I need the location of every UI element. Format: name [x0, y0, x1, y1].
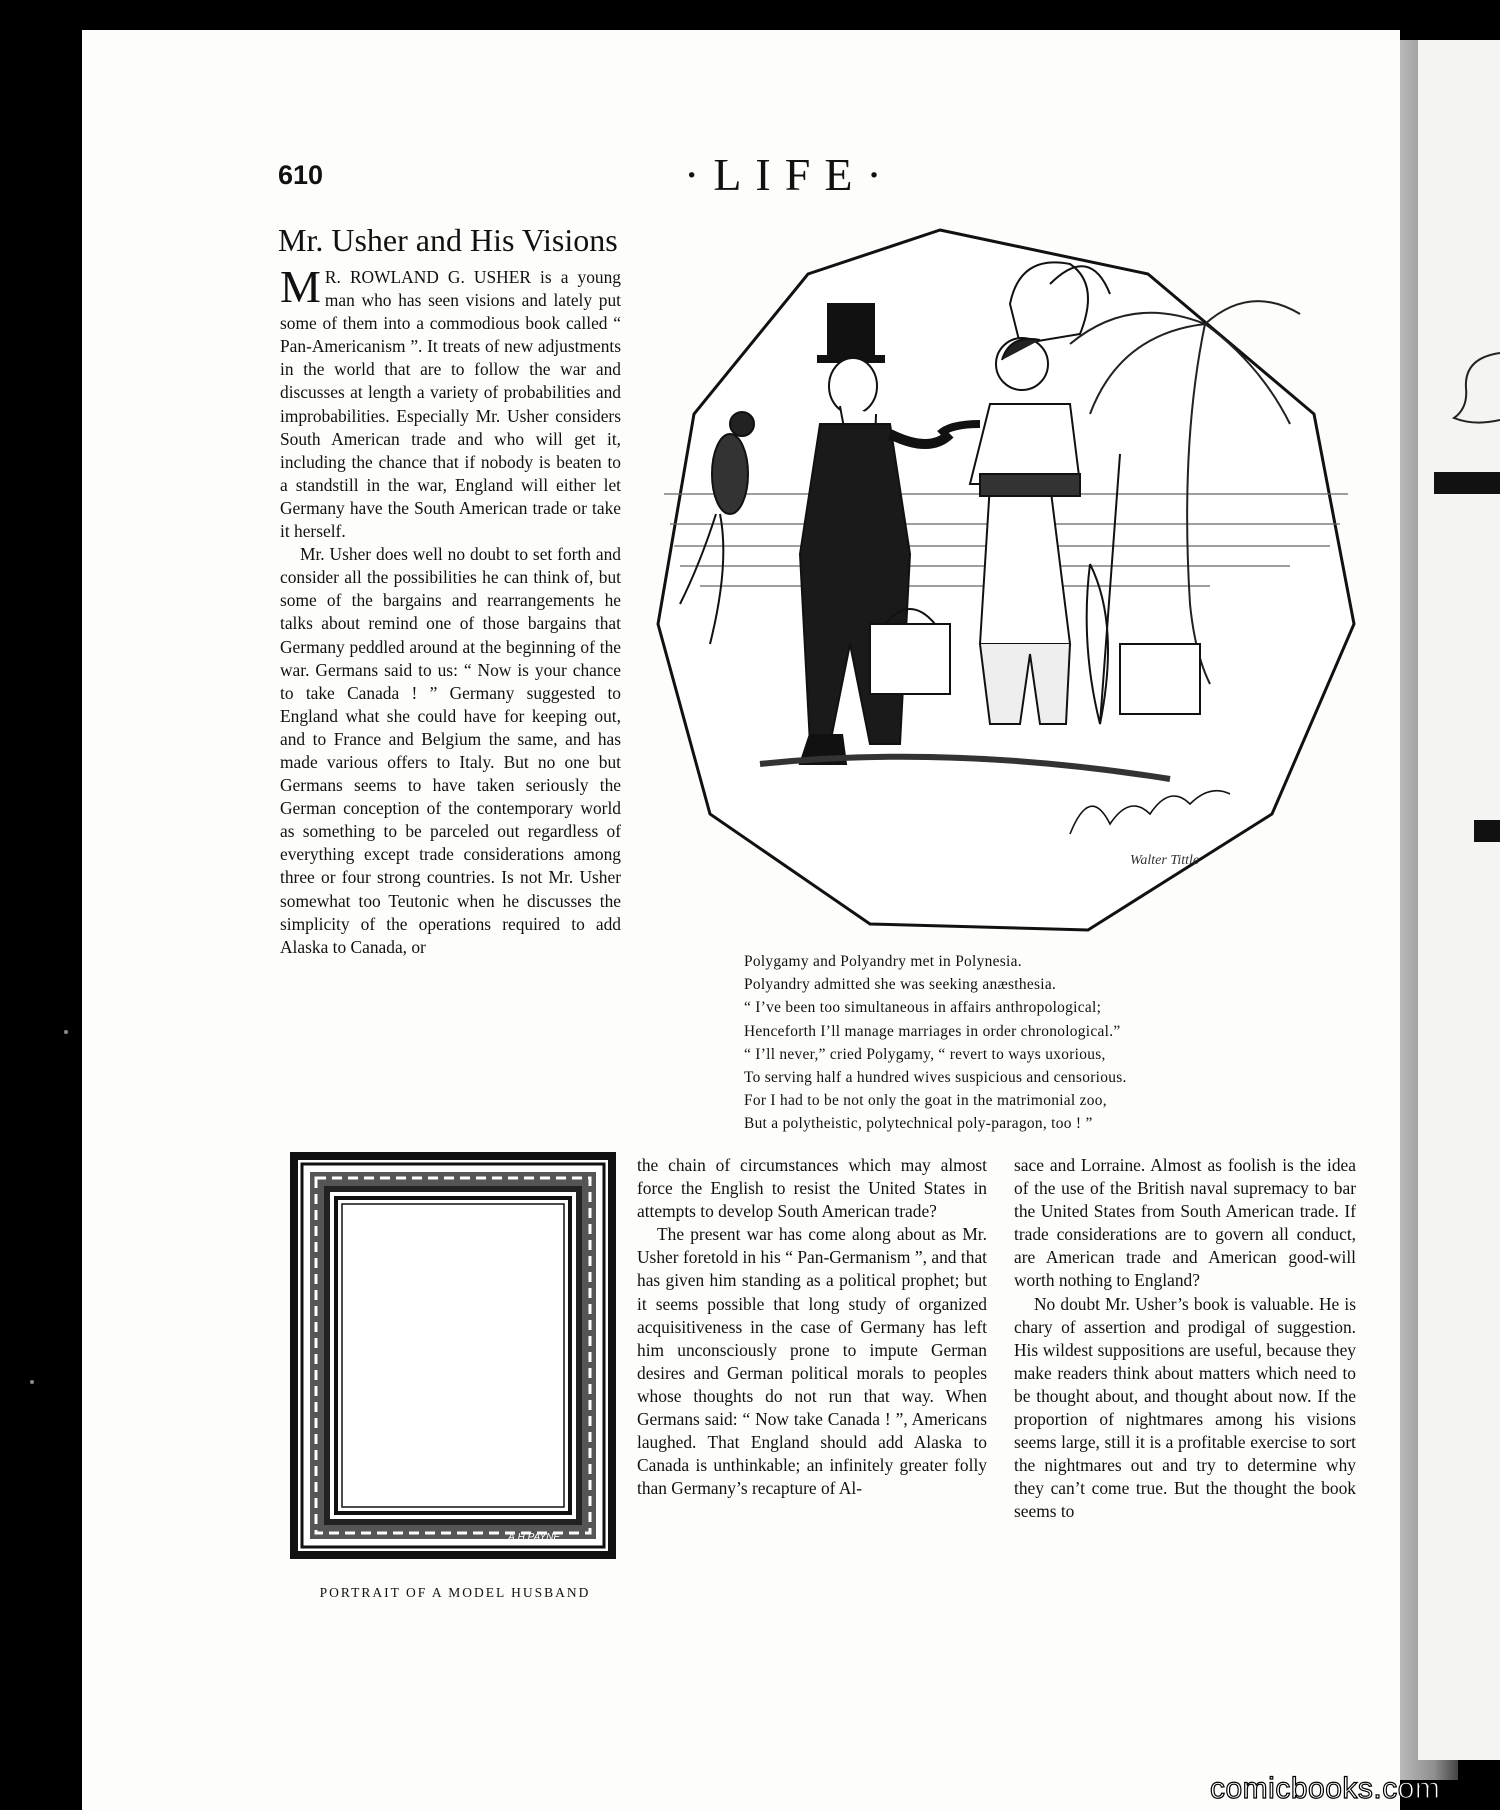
- article-column-1: [280, 261, 621, 959]
- caption-line: But a polytheistic, polytechnical poly-paragon, too ! ”: [744, 1115, 1093, 1133]
- frame-signature: A.H.PAYNE: [508, 1532, 560, 1543]
- article-paragraph: No doubt Mr. Usher’s book is valuable. He is chary of assertion and prodigal of suggestion. His wildest suppositions are useful, because they make readers think about matters which need to be thought about, and thought about now. If the proportion of nightmares among his visions seems large, still it is a profitable exercise to sort the nightmares out and try to determine why they can’t come true. But the thought the book seems to: [1014, 1293, 1356, 1522]
- drop-cap: M: [280, 261, 321, 312]
- site-watermark: comicbooks.com: [1210, 1772, 1441, 1805]
- caption-line: Polygamy and Polyandry met in Polynesia.: [744, 953, 1022, 970]
- caption-line: “ I’ve been too simultaneous in affairs anthropological;: [744, 999, 1102, 1017]
- author-name-smallcaps: R. ROWLAND G. USHER: [324, 267, 531, 287]
- masthead: ·LIFE·: [684, 149, 896, 200]
- cartoon-illustration: [650, 224, 1360, 944]
- portrait-caption: PORTRAIT OF A MODEL HUSBAND: [319, 1585, 591, 1600]
- adjacent-page-mark: [1434, 472, 1500, 494]
- article-paragraph: sace and Lorraine. Almost as foolish is the idea of the use of the British naval supremacy to bar the United States from South American trade. If trade considerations are to govern all conduct, are American trade and American good-will worth nothing to England?: [1014, 1155, 1356, 1291]
- caption-line: For I had to be not only the goat in the matrimonial zoo,: [744, 1092, 1107, 1110]
- carpet-bag: [870, 624, 950, 694]
- article-column-3: [1014, 1154, 1356, 1524]
- article-paragraph: [280, 261, 621, 543]
- caption-line: Polyandry admitted she was seeking anæsthesia.: [744, 976, 1057, 994]
- artist-signature-text: Walter Tittle: [1130, 853, 1200, 868]
- caption-line: “ I’ll never,” cried Polygamy, “ revert to ways uxorious,: [744, 1045, 1106, 1063]
- suitcase: [1120, 644, 1200, 714]
- article-column-2: [637, 1154, 987, 1500]
- adjacent-page-drawing: [1444, 348, 1500, 428]
- scan-speck: [64, 1030, 68, 1034]
- empty-picture-frame: [290, 1152, 616, 1559]
- caption-line: To serving half a hundred wives suspicious and censorious.: [744, 1069, 1127, 1087]
- adjacent-page-edge: [1418, 40, 1500, 1760]
- article-paragraph: Mr. Usher does well no doubt to set forth and consider all the possibilities he can think of, but some of the bargains and rearrangements he talks about remind one of those bargains that Germany peddled around at the beginning of the war. Germans said to us: “ Now is your chance to take Canada ! ” Germany suggested to England what she could have for keeping out, and to France and Belgium the same, and has made various offers to Italy. But no one but Germans seems to have taken seriously the German conception of the contemporary world as something to be parceled out regardless of everything except trade considerations among three or four strong countries. Is not Mr. Usher somewhat too Teutonic when he discusses the simplicity of the operations required to add Alaska to Canada, or: [280, 544, 621, 957]
- cartoon-caption: [744, 950, 1264, 1136]
- page-number: 610: [278, 160, 324, 190]
- article-paragraph: the chain of circumstances which may almost force the English to resist the United States in attempts to develop South American trade?: [637, 1155, 987, 1222]
- adjacent-page-mark: [1474, 820, 1500, 842]
- caption-line: Henceforth I’ll manage marriages in order chronological.”: [744, 1022, 1121, 1040]
- article-title: Mr. Usher and His Visions: [278, 222, 618, 258]
- paragraph-text: is a young man who has seen visions and lately put some of them into a commodious book called “ Pan-Americanism ”. It treats of new adjustments in the world that are to follow the war and discusses at length a variety of probabilities and improbabilities. Especially Mr. Usher considers South American trade and who will get it, including the chance that if nobody is beaten to a standstill in the war, England will either let Germany have the South American trade or take it herself.: [280, 267, 621, 542]
- scan-speck: [30, 1380, 34, 1384]
- article-paragraph: The present war has come along about as Mr. Usher foretold in his “ Pan-Germanism ”, and that has given him standing as a political prophet; but it seems possible that long study of organized acquisitiveness in the case of Germany has left him unconsciously prone to impute German desires and German political morals to peoples whose thoughts do not run that way. When Germans said: “ Now take Canada ! ”, Americans laughed. That England should add Alaska to Canada is unthinkable; an infinitely greater folly than Germany’s recapture of Al-: [637, 1224, 987, 1499]
